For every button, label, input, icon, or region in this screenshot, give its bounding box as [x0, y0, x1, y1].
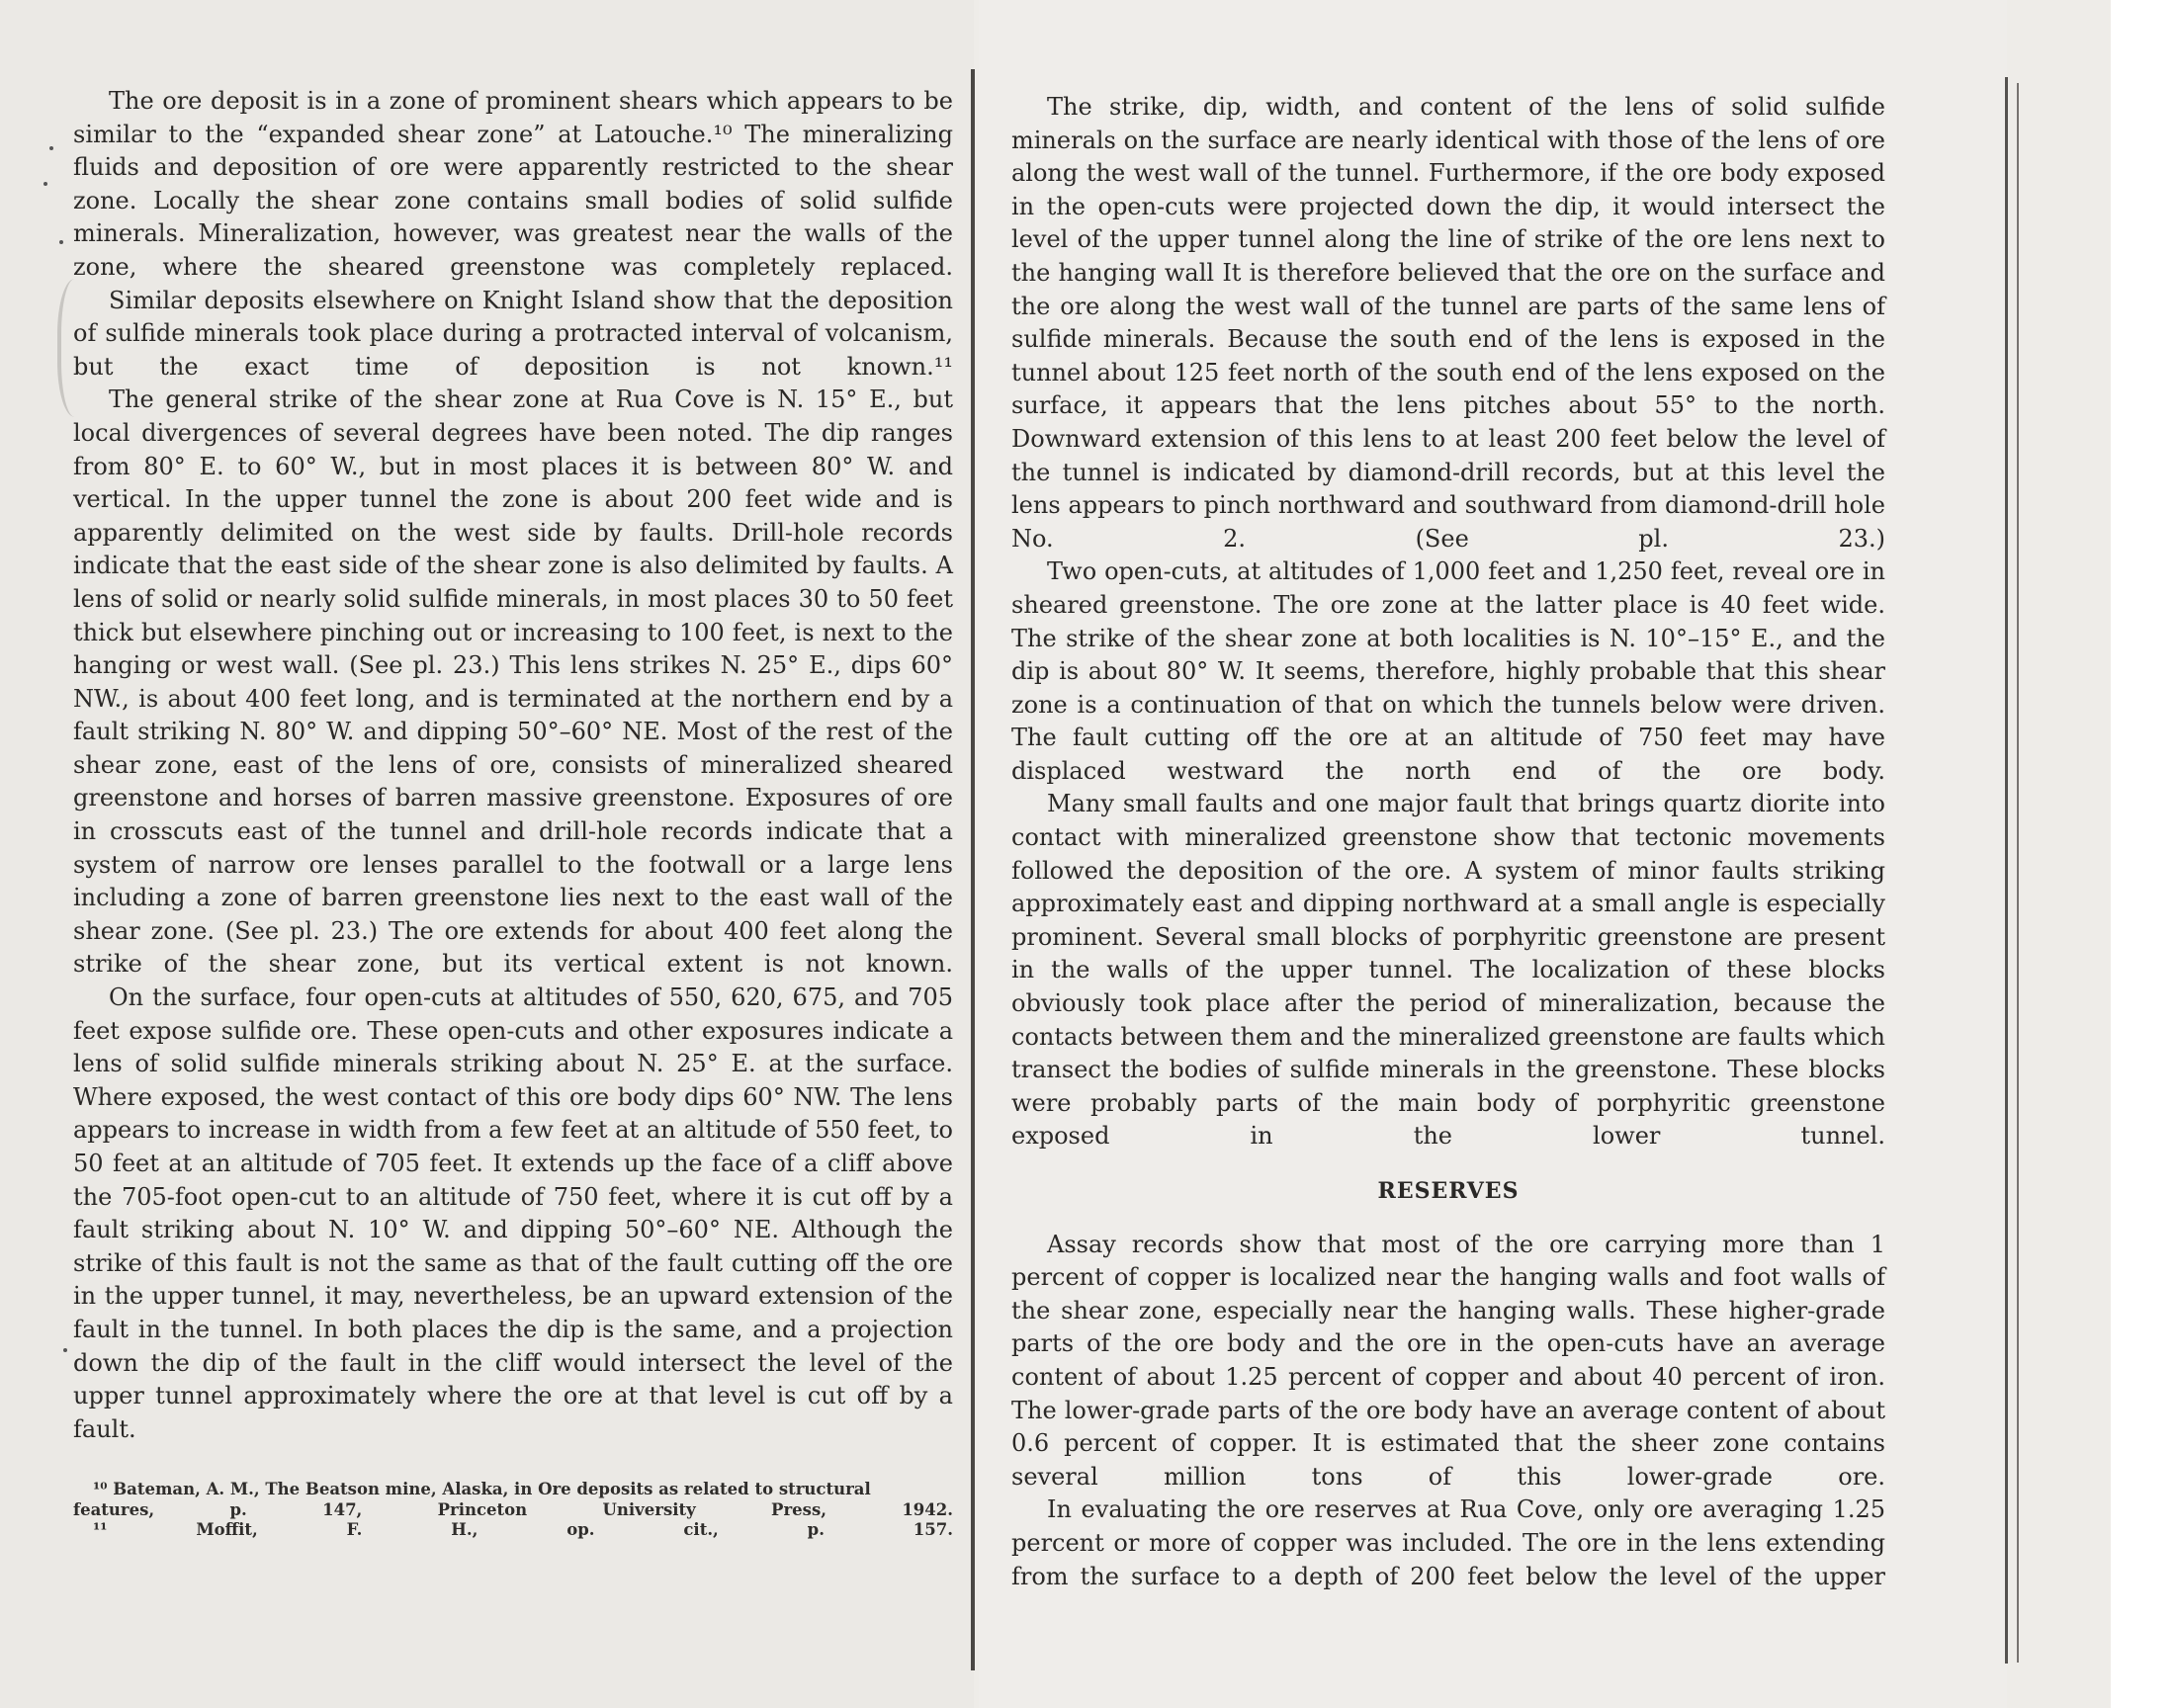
paragraph: On the surface, four open-cuts at altitudes of 550, 620, 675, and 705 feet expose sulfide ore. These open-cuts and other exposures indicate a lens of solid sulfide minerals striking about N. 25° E. at the surface. Where exposed, the west contact of this ore body dips 60° NW. The lens appears to increase in width from a few feet at an altitude of 550 feet, to 50 feet at an altitude of 705 feet. It extends up the face of a cliff above the 705-foot open-cut to an altitude of 750 feet, where it is cut off by a fault striking about N. 10° W. and dipping 50°–60° NE. Although the strike of this fault is not the same as that of the fault cutting off the ore in the upper tunnel, it may, nevertheless, be an upward extension of the fault in the tunnel. In both places the dip is the same, and a projection down the dip of the fault in the cliff would intersect the level of the upper tunnel approximately where the ore at that level is cut off by a fault. — [73, 983, 953, 1443]
paragraph: The ore deposit is in a zone of prominent shears which appears to be similar to the “expanded shear zone” at Latouche.¹⁰ The mineralizing fluids and deposition of ore were apparently restricted to the shear zone. Locally the shear zone contains small bodies of solid sulfide minerals. Mineralization, however, was greatest near the walls of the zone, where the sheared greenstone was completely replaced. — [73, 87, 953, 281]
page-gutter — [971, 69, 975, 1670]
footnotes — [73, 1480, 953, 1541]
scan-speck — [63, 1348, 67, 1352]
paragraph: Many small faults and one major fault that brings quartz diorite into contact with mineralized greenstone show that tectonic movements followed the deposition of the ore. A system of minor faults striking approximately east and dipping northward at a small angle is especially prominent. Several small blocks of porphyritic greenstone are present in the walls of the upper tunnel. The localization of these blocks obviously took place after the period of mineralization, because the contacts between them and the mineralized greenstone are faults which transect the bodies of sulfide minerals in the greenstone. These blocks were probably parts of the main body of porphyritic greenstone exposed in the lower tunnel. — [1011, 790, 1885, 1151]
footnote: ¹¹ Moffit, F. H., op. cit., p. 157. — [93, 1520, 953, 1540]
footnote: ¹⁰ Bateman, A. M., The Beatson mine, Alaska, in Ore deposits as related to structural features, p. 147, Princeton University Press, 1942. — [73, 1480, 953, 1519]
paragraph: Two open-cuts, at altitudes of 1,000 feet and 1,250 feet, reveal ore in sheared greenstone. The ore zone at the latter place is 40 feet wide. The strike of the shear zone at both localities is N. 10°–15° E., and the dip is about 80° W. It seems, therefore, highly probable that this shear zone is a continuation of that on which the tunnels below were driven. The fault cutting off the ore at an altitude of 750 feet may have displaced westward the north end of the ore body. — [1011, 557, 1885, 785]
page-edge-line — [2005, 77, 2008, 1664]
page-edge-line — [2017, 83, 2019, 1663]
section-heading: RESERVES — [1377, 1178, 1520, 1204]
paragraph: The strike, dip, width, and content of the lens of solid sulfide minerals on the surface are nearly identical with those of the lens of ore along the west wall of the tunnel. Furthermore, if the ore body exposed in the open-cuts were projected down the dip, it would intersect the level of the upper tunnel along the line of strike of the ore lens next to the hanging wall It is therefore believed that the ore on the surface and the ore along the west wall of the tunnel are parts of the same lens of sulfide minerals. Because the south end of the lens is exposed in the tunnel about 125 feet north of the south end of the lens exposed on the surface, it appears that the lens pitches about 55° to the north. Downward extension of this lens to at least 200 feet below the level of the tunnel is indicated by diamond-drill records, but at this level the lens appears to pinch northward and southward from diamond-drill hole No. 2. (See pl. 23.) — [1011, 93, 1885, 553]
right-text-column — [1011, 91, 1885, 1593]
left-text-column — [73, 85, 953, 1541]
paragraph: Similar deposits elsewhere on Knight Island show that the deposition of sulfide minerals took place during a protracted interval of volcanism, but the exact time of deposition is not known.¹¹ — [73, 286, 953, 381]
scan-speck — [49, 146, 53, 150]
paragraph: Assay records show that most of the ore carrying more than 1 percent of copper is localized near the hanging walls and foot walls of the shear zone, especially near the hanging walls. These higher-grade parts of the ore body and the ore in the open-cuts have an average content of about 1.25 percent of copper and about 40 percent of iron. The lower-grade parts of the ore body have an average content of about 0.6 percent of copper. It is estimated that the sheer zone contains several million tons of this lower-grade ore. — [1011, 1230, 1885, 1491]
paragraph: In evaluating the ore reserves at Rua Cove, only ore averaging 1.25 percent or more of copper was included. The ore in the lens extending from the surface to a depth of 200 feet below the level of the upper — [1011, 1495, 1885, 1590]
paragraph: The general strike of the shear zone at Rua Cove is N. 15° E., but local divergences of several degrees have been noted. The dip ranges from 80° E. to 60° W., but in most places it is between 80° W. and vertical. In the upper tunnel the zone is about 200 feet wide and is apparently delimited on the west side by faults. Drill-hole records indicate that the east side of the shear zone is also delimited by faults. A lens of solid or nearly solid sulfide minerals, in most places 30 to 50 feet thick but elsewhere pinching out or increasing to 100 feet, is next to the hanging or west wall. (See pl. 23.) This lens strikes N. 25° E., dips 60° NW., is about 400 feet long, and is terminated at the northern end by a fault striking N. 80° W. and dipping 50°–60° NE. Most of the rest of the shear zone, east of the lens of ore, consists of mineralized sheared greenstone and horses of barren massive greenstone. Exposures of ore in crosscuts east of the tunnel and drill-hole records indicate that a system of narrow ore lenses parallel to the footwall or a large lens including a zone of barren greenstone lies next to the east wall of the shear zone. (See pl. 23.) The ore extends for about 400 feet along the strike of the shear zone, but its vertical extent is not known. — [73, 385, 953, 979]
scan-speck — [59, 240, 63, 244]
scan-speck — [44, 182, 47, 186]
